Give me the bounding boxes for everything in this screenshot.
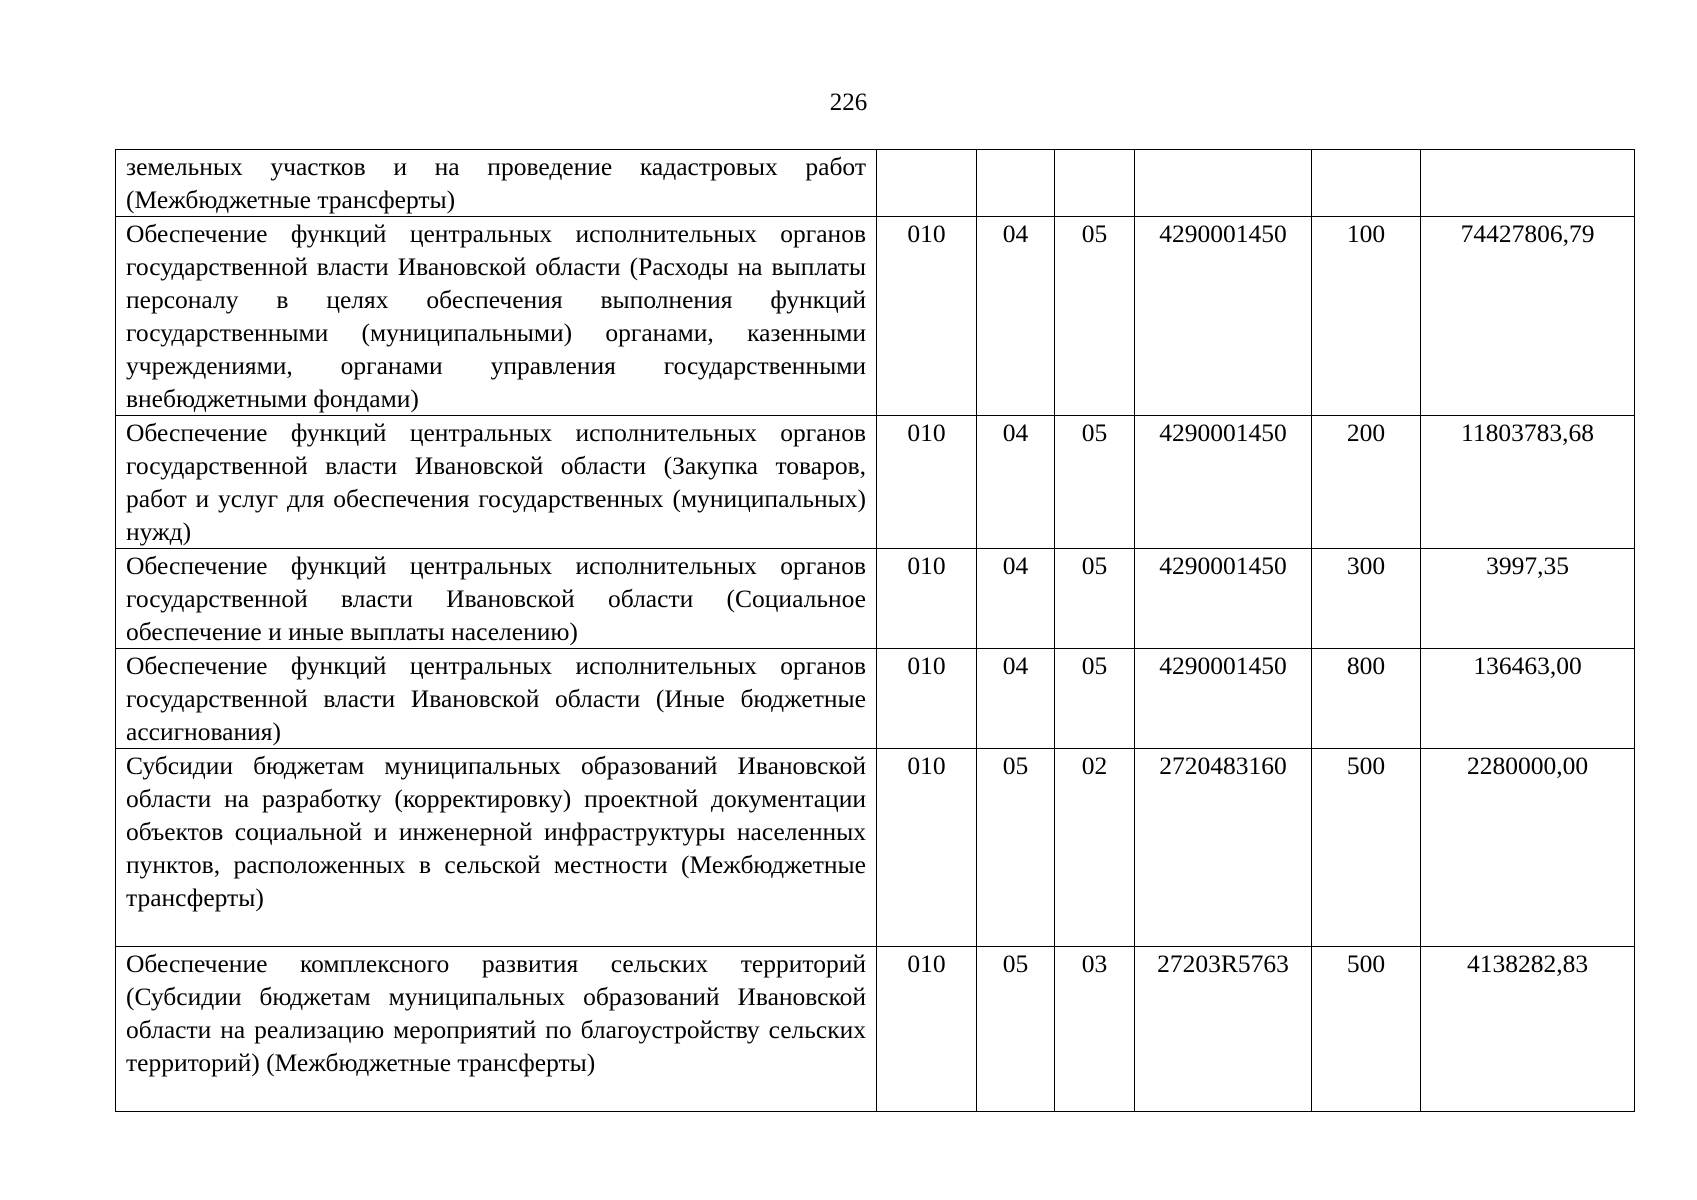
amount: 2280000,00	[1421, 749, 1635, 947]
row-description: земельных участков и на проведение кадастровых работ (Межбюджетные трансферты)	[116, 150, 877, 217]
row-description: Обеспечение функций центральных исполнительных органов государственной власти Ивановской области (Социальное обеспечение и иные выплаты населению)	[116, 549, 877, 649]
section-code	[977, 150, 1055, 217]
target-code: 4290001450	[1135, 416, 1312, 549]
subsection-code: 05	[1055, 649, 1135, 749]
section-code: 05	[977, 947, 1055, 1112]
table-row	[116, 217, 1635, 416]
table-row	[116, 947, 1635, 1112]
row-description: Субсидии бюджетам муниципальных образований Ивановской области на разработку (корректировку) проектной документации объектов социальной и инженерной инфраструктуры населенных пунктов, расположенных в сельской местности (Межбюджетные трансферты)	[116, 749, 877, 947]
table-row	[116, 416, 1635, 549]
admin-code: 010	[877, 217, 977, 416]
table-row	[116, 549, 1635, 649]
admin-code: 010	[877, 549, 977, 649]
subsection-code: 05	[1055, 549, 1135, 649]
page-number: 226	[829, 89, 868, 116]
table-row	[116, 749, 1635, 947]
table-row	[116, 649, 1635, 749]
row-description: Обеспечение функций центральных исполнительных органов государственной власти Ивановской области (Расходы на выплаты персоналу в целях обеспечения выполнения функций государственными (муниципальными) органами, казенными учреждениями, органами управления государственными внебюджетными фондами)	[116, 217, 877, 416]
subsection-code: 05	[1055, 217, 1135, 416]
target-code	[1135, 150, 1312, 217]
section-code: 04	[977, 217, 1055, 416]
admin-code: 010	[877, 947, 977, 1112]
table-row	[116, 150, 1635, 217]
amount: 11803783,68	[1421, 416, 1635, 549]
amount: 3997,35	[1421, 549, 1635, 649]
target-code: 4290001450	[1135, 217, 1312, 416]
target-code: 2720483160	[1135, 749, 1312, 947]
subsection-code	[1055, 150, 1135, 217]
section-code: 04	[977, 649, 1055, 749]
budget-table-body	[116, 150, 1635, 1112]
admin-code: 010	[877, 749, 977, 947]
target-code: 27203R5763	[1135, 947, 1312, 1112]
admin-code	[877, 150, 977, 217]
row-description: Обеспечение функций центральных исполнительных органов государственной власти Ивановской области (Иные бюджетные ассигнования)	[116, 649, 877, 749]
subsection-code: 02	[1055, 749, 1135, 947]
section-code: 05	[977, 749, 1055, 947]
expense-type-code: 800	[1312, 649, 1421, 749]
amount: 136463,00	[1421, 649, 1635, 749]
amount	[1421, 150, 1635, 217]
row-description: Обеспечение комплексного развития сельских территорий (Субсидии бюджетам муниципальных образований Ивановской области на реализацию мероприятий по благоустройству сельских территорий) (Межбюджетные трансферты)	[116, 947, 877, 1112]
subsection-code: 03	[1055, 947, 1135, 1112]
expense-type-code: 300	[1312, 549, 1421, 649]
expense-type-code: 100	[1312, 217, 1421, 416]
section-code: 04	[977, 549, 1055, 649]
admin-code: 010	[877, 649, 977, 749]
budget-table	[115, 149, 1635, 1112]
section-code: 04	[977, 416, 1055, 549]
admin-code: 010	[877, 416, 977, 549]
expense-type-code: 200	[1312, 416, 1421, 549]
expense-type-code: 500	[1312, 749, 1421, 947]
amount: 74427806,79	[1421, 217, 1635, 416]
target-code: 4290001450	[1135, 649, 1312, 749]
target-code: 4290001450	[1135, 549, 1312, 649]
subsection-code: 05	[1055, 416, 1135, 549]
row-description: Обеспечение функций центральных исполнительных органов государственной власти Ивановской области (Закупка товаров, работ и услуг для обеспечения государственных (муниципальных) нужд)	[116, 416, 877, 549]
amount: 4138282,83	[1421, 947, 1635, 1112]
expense-type-code	[1312, 150, 1421, 217]
expense-type-code: 500	[1312, 947, 1421, 1112]
